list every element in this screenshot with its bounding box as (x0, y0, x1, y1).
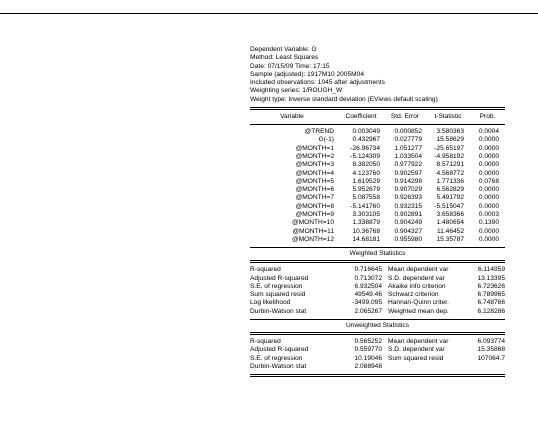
stat-row (250, 346, 505, 354)
stat-value: 0.716645 (354, 266, 382, 274)
prob-value: 0.0004 (478, 128, 499, 136)
stat-row (250, 355, 505, 363)
stat-value: 0.565252 (354, 338, 382, 346)
prob-value: 0.0768 (478, 177, 499, 185)
t-stat-value: 3.658366 (436, 211, 464, 219)
prob-value: 0.0000 (478, 136, 499, 144)
variable-name: @MONTH=6 (295, 186, 334, 194)
stat-label: R-squared (250, 266, 281, 274)
coefficient-value: -26.96734 (350, 144, 380, 152)
stat-value: 6.128286 (477, 307, 505, 315)
coefficient-value: 0.432967 (352, 136, 380, 144)
stat-label: Weighted mean dep. (388, 307, 449, 315)
variable-name: G(-1) (318, 136, 334, 144)
t-stat-value: 11.46452 (436, 227, 464, 235)
stat-value: 6.093774 (477, 338, 505, 346)
stat-label: Mean dependent var (388, 338, 449, 346)
prob-value: 0.0000 (478, 144, 499, 152)
t-stat-value: 1.771336 (436, 177, 464, 185)
stat-value: 6.789965 (477, 291, 505, 299)
t-stat-value: 1.480654 (436, 219, 464, 227)
t-stat-value: -25.65197 (434, 144, 464, 152)
header-line: Weight type: Inverse standard deviation (EViews default scaling) (250, 95, 438, 103)
stat-label: Durbin-Watson stat (250, 307, 307, 315)
stat-label: S.D. dependent var (388, 346, 445, 354)
stat-label: Hannan-Quinn criter. (388, 299, 449, 307)
stat-value: 10.19046 (354, 354, 382, 362)
prob-value: 0.1390 (478, 219, 499, 227)
header-line: Included observations: 1045 after adjustments (250, 79, 385, 87)
variable-name: @TREND (304, 128, 334, 136)
table-row (250, 211, 505, 219)
coefficient-value: 8.382050 (352, 161, 380, 169)
table-row (250, 128, 505, 136)
weighted-stats-table (250, 266, 505, 316)
table-row (250, 236, 505, 244)
prob-value: 0.0000 (478, 161, 499, 169)
prob-value: 0.0000 (478, 235, 499, 243)
std-error-value: 0.902891 (394, 211, 422, 219)
t-stat-value: -4.958192 (434, 152, 464, 160)
std-error-value: 0.977922 (394, 161, 422, 169)
prob-value: 0.0000 (478, 152, 499, 160)
stat-value: 6.723626 (477, 282, 505, 290)
prob-value: 0.0000 (478, 202, 499, 210)
table-row (250, 228, 505, 236)
stat-row (250, 283, 505, 291)
stat-value: 6.748786 (477, 299, 505, 307)
coefficient-table (250, 128, 505, 244)
std-error-value: 1.033504 (394, 152, 422, 160)
stat-row (250, 266, 505, 274)
table-row (250, 145, 505, 153)
table-row (250, 136, 505, 144)
t-stat-value: 15.35787 (436, 235, 464, 243)
prob-value: 0.0000 (478, 194, 499, 202)
stat-value: 107064.7 (477, 354, 505, 362)
variable-name: @MONTH=11 (292, 227, 334, 235)
std-error-value: 0.000852 (394, 128, 422, 136)
std-error-value: 0.914298 (394, 177, 422, 185)
stat-label (382, 363, 470, 371)
variable-name: @MONTH=3 (295, 161, 334, 169)
col-t-statistic: t-Statistic (434, 113, 462, 121)
variable-name: @MONTH=1 (295, 144, 334, 152)
header-line: Date: 07/15/09 Time: 17:15 (250, 62, 330, 70)
coefficient-value: 0.003049 (352, 128, 380, 136)
std-error-value: 0.926393 (394, 194, 422, 202)
stat-value: 6.932504 (354, 282, 382, 290)
stat-label: S.E. of regression (250, 282, 303, 290)
stat-label: Durbin-Watson stat (250, 362, 307, 370)
coefficient-value: 4.123760 (352, 169, 380, 177)
stat-value: 15.35868 (477, 346, 505, 354)
stat-value: 49549.46 (354, 291, 382, 299)
variable-name: @MONTH=5 (295, 177, 334, 185)
prob-value: 0.0003 (478, 211, 499, 219)
stat-label: S.E. of regression (250, 354, 303, 362)
table-row (250, 203, 505, 211)
coefficient-value: 1.619529 (352, 177, 380, 185)
stat-row (250, 363, 505, 371)
stat-value: 6.114959 (477, 266, 505, 274)
stat-label: S.D. dependent var (388, 274, 445, 282)
t-stat-value: 15.58629 (436, 136, 464, 144)
stat-value: 13.13395 (477, 274, 505, 282)
table-row (250, 153, 505, 161)
variable-name: @MONTH=2 (295, 152, 334, 160)
coefficient-value: 5.952679 (352, 186, 380, 194)
col-std-error: Std. Error (390, 113, 420, 121)
t-stat-value: 8.571291 (436, 161, 464, 169)
std-error-value: 0.902597 (394, 169, 422, 177)
stat-value: 2.088948 (354, 362, 382, 370)
table-row (250, 186, 505, 194)
col-coefficient: Coefficient (345, 113, 377, 121)
std-error-value: 0.907029 (394, 186, 422, 194)
t-stat-value: -5.515047 (434, 202, 464, 210)
stat-row (250, 275, 505, 283)
std-error-value: 0.904327 (394, 227, 422, 235)
double-rule (250, 374, 505, 377)
header-line: Dependent Variable: G (250, 46, 317, 53)
header-line: Weighting series: 1/ROUGH_W (250, 87, 343, 95)
variable-name: @MONTH=12 (291, 235, 334, 243)
stat-row (250, 308, 505, 316)
t-stat-value: 6.562829 (436, 186, 464, 194)
stat-label: Akaike info criterion (388, 282, 446, 290)
std-error-value: 0.904249 (394, 219, 422, 227)
col-variable: Variable (280, 113, 304, 121)
stat-label: Sum squared resid (388, 354, 444, 362)
prob-value: 0.0000 (478, 227, 499, 235)
coefficient-value: 1.338879 (352, 219, 380, 227)
stat-row (250, 299, 505, 307)
std-error-value: 0.932315 (394, 202, 422, 210)
prob-value: 0.0000 (478, 169, 499, 177)
stat-label: Sum squared resid (250, 291, 306, 299)
stat-value: 0.559770 (354, 346, 382, 354)
coefficient-value: 10.36768 (352, 227, 380, 235)
prob-value: 0.0000 (478, 186, 499, 194)
variable-name: @MONTH=9 (295, 211, 334, 219)
variable-name: @MONTH=4 (295, 169, 334, 177)
stat-label: Log likelihood (250, 299, 291, 307)
coefficient-value: 5.087558 (352, 194, 380, 202)
header-line: Sample (adjusted): 1917M10 2005M04 (250, 70, 364, 78)
variable-name: @MONTH=10 (291, 219, 334, 227)
variable-name: @MONTH=8 (295, 202, 334, 210)
table-row (250, 178, 505, 186)
std-error-value: 0.027779 (394, 136, 422, 144)
regression-output (250, 46, 505, 377)
stat-value (470, 363, 505, 371)
t-stat-value: 4.568772 (436, 169, 464, 177)
std-error-value: 0.955980 (394, 235, 422, 243)
table-row (250, 219, 505, 227)
stat-label: R-squared (250, 338, 281, 346)
std-error-value: 1.051277 (394, 144, 422, 152)
stat-label: Adjusted R-squared (250, 274, 309, 282)
stat-label: Mean dependent var (388, 266, 449, 274)
table-row (250, 194, 505, 202)
unweighted-stats-table (250, 338, 505, 371)
coefficient-value: -5.124309 (350, 152, 380, 160)
stat-value: -3499.095 (352, 299, 382, 307)
output-header (250, 46, 505, 104)
window-top-border (0, 13, 538, 14)
stat-label: Adjusted R-squared (250, 346, 309, 354)
header-line: Method: Least Squares (250, 54, 319, 62)
t-stat-value: 5.491792 (436, 194, 464, 202)
stat-value: 2.065267 (354, 307, 382, 315)
col-prob: Prob. (479, 113, 496, 121)
coefficient-value: -5.141760 (350, 202, 380, 210)
weighted-stats-title: Weighted Statistics (349, 250, 406, 258)
t-stat-value: 3.580363 (436, 128, 464, 136)
variable-name: @MONTH=7 (295, 194, 334, 202)
column-header-row (250, 110, 505, 124)
coefficient-value: 3.303105 (352, 211, 380, 219)
stat-value: 0.713072 (354, 274, 382, 282)
stat-label: Schwarz criterion (388, 291, 439, 299)
table-row (250, 161, 505, 169)
unweighted-stats-title: Unweighted Statistics (345, 322, 410, 330)
table-row (250, 170, 505, 178)
stat-row (250, 291, 505, 299)
stat-row (250, 338, 505, 346)
coefficient-value: 14.68181 (352, 235, 380, 243)
